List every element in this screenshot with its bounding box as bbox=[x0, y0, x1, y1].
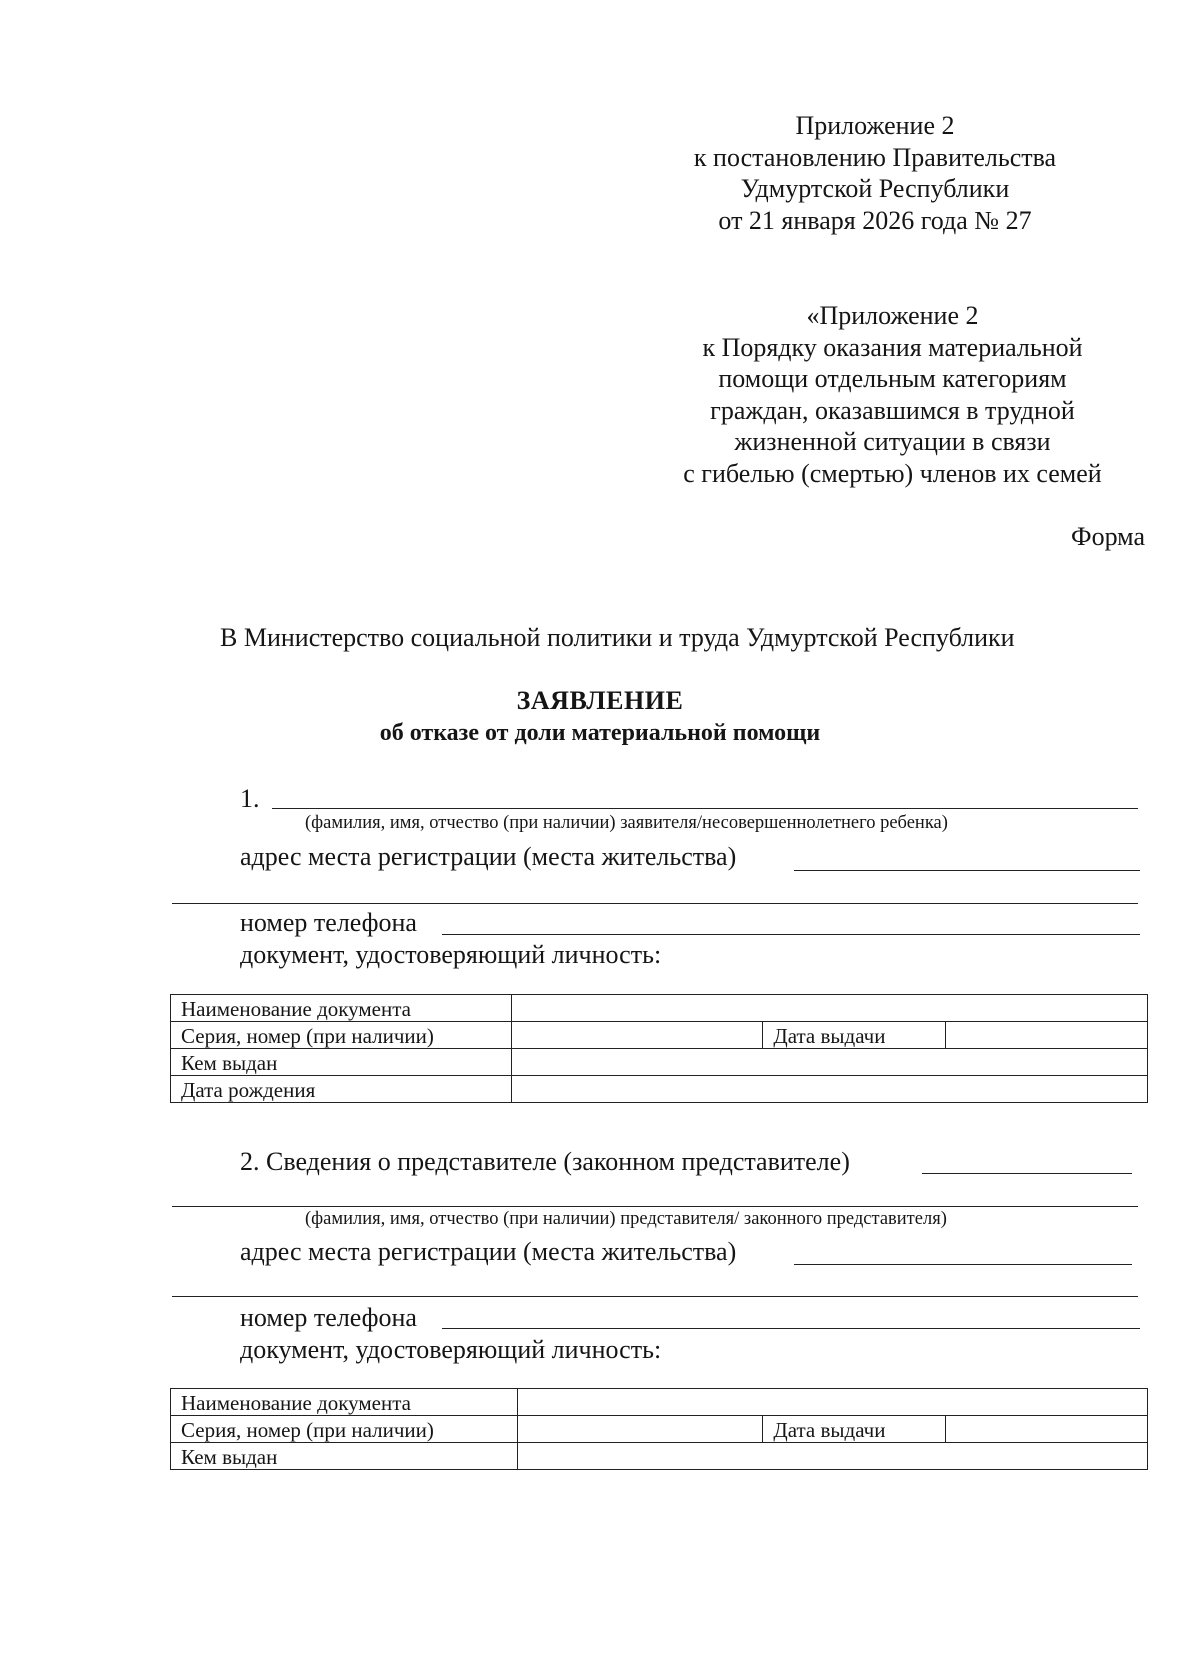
doc-name-label: Наименование документа bbox=[171, 1389, 518, 1416]
applicant-phone-label: номер телефона bbox=[240, 908, 417, 937]
order-appendix-line: граждан, оказавшимся в трудной bbox=[710, 395, 1075, 425]
representative-address-line[interactable] bbox=[794, 1264, 1132, 1265]
applicant-address-line[interactable] bbox=[794, 870, 1140, 871]
representative-heading: 2. Сведения о представителе (законном представителе) bbox=[240, 1147, 850, 1176]
issued-by-label: Кем выдан bbox=[171, 1443, 518, 1470]
form-label: Форма bbox=[1071, 522, 1145, 551]
table-row bbox=[171, 1443, 1148, 1470]
applicant-name-line[interactable] bbox=[272, 808, 1138, 809]
representative-phone-line[interactable] bbox=[442, 1328, 1140, 1329]
addressee: В Министерство социальной политики и труда Удмуртской Республики bbox=[220, 623, 1015, 652]
doc-name-label: Наименование документа bbox=[171, 995, 512, 1022]
representative-phone-label: номер телефона bbox=[240, 1303, 417, 1332]
applicant-address-label: адрес места регистрации (места жительства) bbox=[240, 842, 737, 871]
section1-number: 1. bbox=[240, 784, 260, 813]
series-number-label: Серия, номер (при наличии) bbox=[171, 1022, 512, 1049]
table-row bbox=[171, 1022, 1148, 1049]
representative-name-line-2[interactable] bbox=[172, 1206, 1138, 1207]
representative-name-hint: (фамилия, имя, отчество (при наличии) представителя/ законного представителя) bbox=[305, 1209, 947, 1229]
appendix-header-line: Удмуртской Республики bbox=[740, 174, 1010, 203]
document-subtitle: об отказе от доли материальной помощи bbox=[379, 720, 821, 746]
issued-by-cell[interactable] bbox=[511, 1049, 1147, 1076]
representative-id-doc-label: документ, удостоверяющий личность: bbox=[240, 1335, 662, 1364]
issued-by-label: Кем выдан bbox=[171, 1049, 512, 1076]
order-appendix-line: «Приложение 2 bbox=[806, 301, 979, 330]
table-row bbox=[171, 1049, 1148, 1076]
document-title: ЗАЯВЛЕНИЕ bbox=[516, 686, 684, 715]
doc-name-cell[interactable] bbox=[511, 995, 1147, 1022]
issue-date-label: Дата выдачи bbox=[763, 1416, 946, 1443]
order-appendix-line: помощи отдельным категориям bbox=[718, 364, 1067, 393]
series-number-label: Серия, номер (при наличии) bbox=[171, 1416, 518, 1443]
applicant-name-hint: (фамилия, имя, отчество (при наличии) заявителя/несовершеннолетнего ребенка) bbox=[305, 813, 948, 833]
representative-address-label: адрес места регистрации (места жительства) bbox=[240, 1237, 737, 1266]
applicant-phone-line[interactable] bbox=[442, 934, 1140, 935]
appendix-header-line: от 21 января 2026 года № 27 bbox=[718, 205, 1032, 235]
series-number-cell[interactable] bbox=[511, 1022, 763, 1049]
birth-date-cell[interactable] bbox=[511, 1076, 1147, 1103]
representative-name-line[interactable] bbox=[922, 1173, 1132, 1174]
appendix-header-line: к постановлению Правительства bbox=[693, 142, 1057, 172]
appendix-header-line: Приложение 2 bbox=[795, 111, 955, 140]
series-number-cell[interactable] bbox=[517, 1416, 763, 1443]
applicant-id-table bbox=[170, 994, 1148, 1103]
appendix-header bbox=[665, 110, 1085, 236]
table-row bbox=[171, 1076, 1148, 1103]
table-row bbox=[171, 1416, 1148, 1443]
birth-date-label: Дата рождения bbox=[171, 1076, 512, 1103]
representative-id-table bbox=[170, 1388, 1148, 1470]
order-appendix-line: жизненной ситуации в связи bbox=[734, 427, 1051, 456]
applicant-address-line-2[interactable] bbox=[172, 903, 1138, 904]
issue-date-cell[interactable] bbox=[946, 1022, 1148, 1049]
issued-by-cell[interactable] bbox=[517, 1443, 1147, 1470]
order-appendix bbox=[640, 300, 1145, 489]
table-row bbox=[171, 995, 1148, 1022]
issue-date-label: Дата выдачи bbox=[763, 1022, 946, 1049]
table-row bbox=[171, 1389, 1148, 1416]
doc-name-cell[interactable] bbox=[517, 1389, 1147, 1416]
order-appendix-line: к Порядку оказания материальной bbox=[702, 332, 1083, 362]
representative-address-line-2[interactable] bbox=[172, 1296, 1138, 1297]
issue-date-cell[interactable] bbox=[946, 1416, 1148, 1443]
order-appendix-line: с гибелью (смертью) членов их семей bbox=[683, 458, 1102, 488]
applicant-id-doc-label: документ, удостоверяющий личность: bbox=[240, 940, 662, 969]
